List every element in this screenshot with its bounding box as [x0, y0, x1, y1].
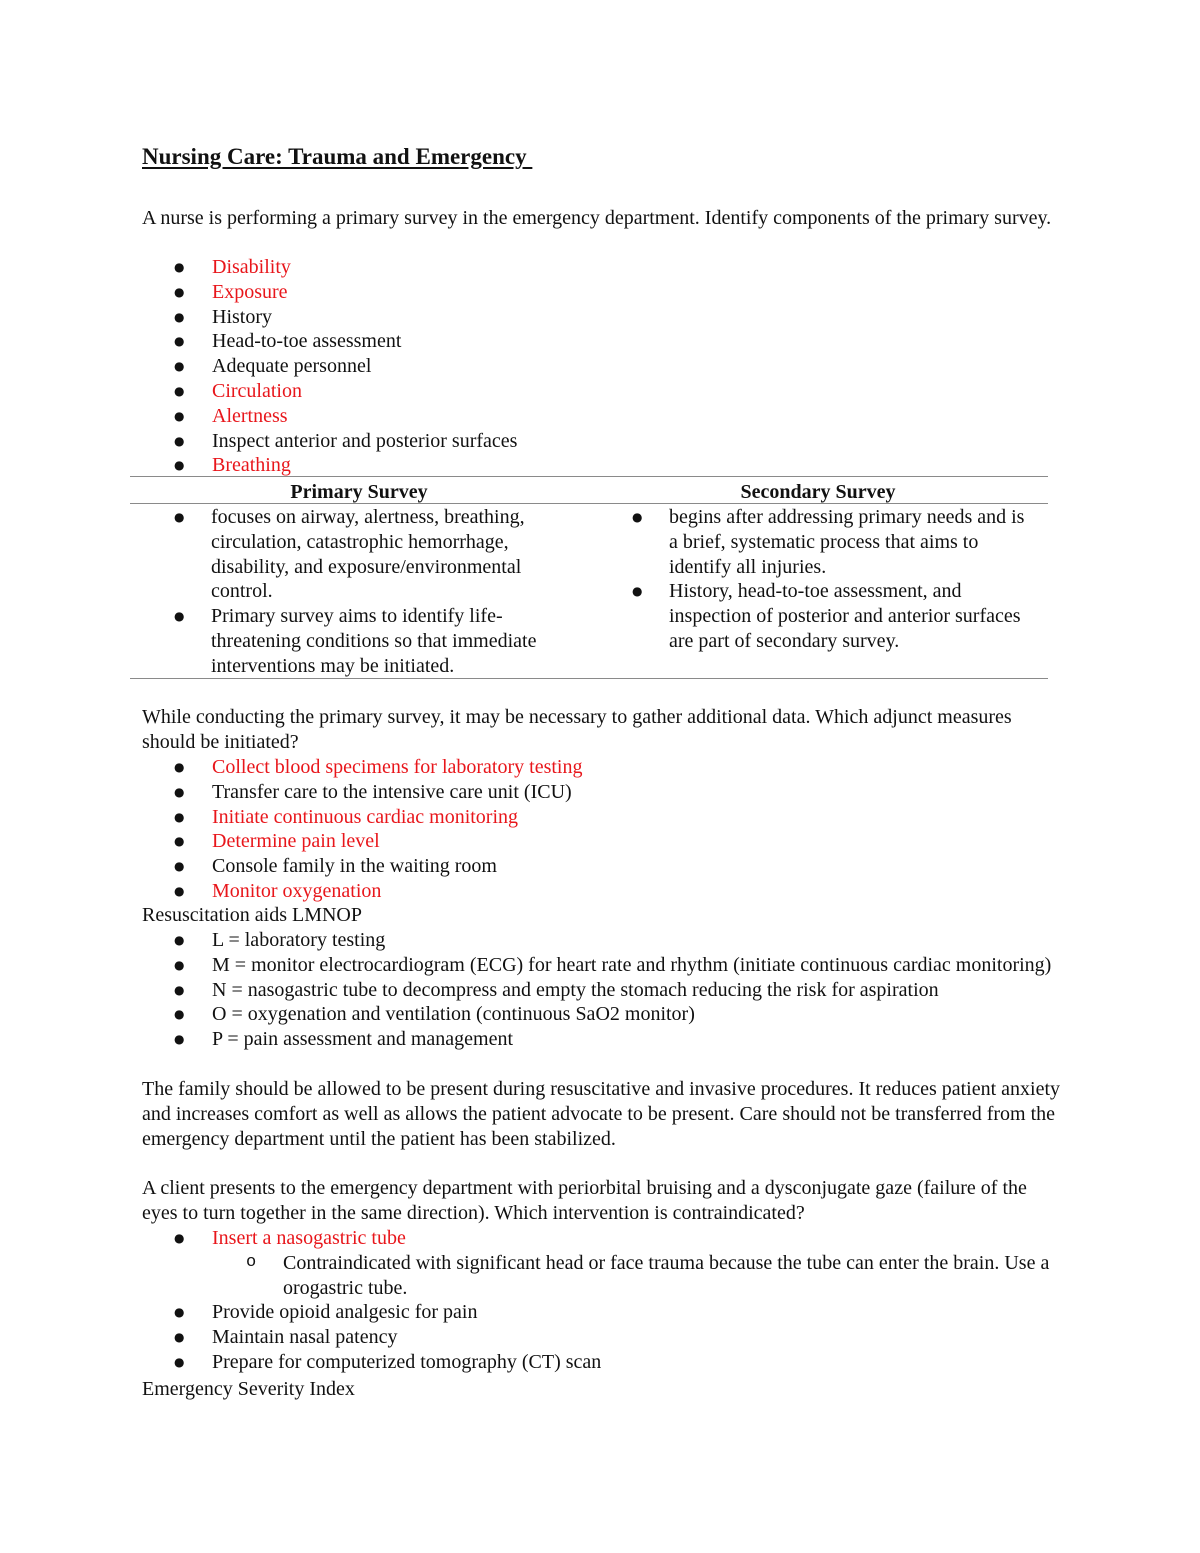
answer-option: ● History [142, 305, 1062, 330]
answer-option: ● Disability [142, 255, 1062, 280]
question-2-prompt: While conducting the primary survey, it may be necessary to gather additional data. Which adjunct measures should be initiated? [142, 706, 1012, 753]
answer-option: ● Console family in the waiting room [142, 854, 1062, 879]
table-header-primary: Primary Survey [290, 481, 428, 503]
question-1-prompt: A nurse is performing a primary survey in the emergency department. Identify components of the primary survey. [142, 207, 1052, 229]
answer-option: ● Adequate personnel [142, 354, 1062, 379]
section-heading-esi: Emergency Severity Index [142, 1378, 355, 1400]
table-bullet: ● Primary survey aims to identify life-threatening conditions so that immediate interventions may be initiated. [130, 604, 570, 678]
table-bullet: ● focuses on airway, alertness, breathing, circulation, catastrophic hemorrhage, disability, and exposure/environmental control. [130, 505, 570, 604]
answer-option: ● Determine pain level [142, 829, 1062, 854]
answer-option: ● Alertness [142, 404, 1062, 429]
primary-survey-cell [130, 505, 570, 679]
question-3-prompt: A client presents to the emergency department with periorbital bruising and a dysconjugate gaze (failure of the eyes to turn together in the same direction). Which intervention is contraindicated? [142, 1177, 1027, 1224]
answer-option-label: Insert a nasogastric tube [212, 1227, 406, 1249]
survey-comparison-table [130, 476, 1048, 680]
table-header-secondary: Secondary Survey [740, 481, 896, 503]
answer-option [142, 1226, 1062, 1300]
lmnop-item: ● N = nasogastric tube to decompress and empty the stomach reducing the risk for aspiration [142, 978, 1062, 1003]
question-2-options [142, 755, 1062, 904]
lmnop-item: ● M = monitor electrocardiogram (ECG) for heart rate and rhythm (initiate continuous cardiac monitoring) [142, 953, 1062, 978]
answer-option: ● Transfer care to the intensive care unit (ICU) [142, 780, 1062, 805]
lmnop-list [142, 928, 1062, 1052]
answer-option: ● Exposure [142, 280, 1062, 305]
answer-option: ● Initiate continuous cardiac monitoring [142, 805, 1062, 830]
answer-option: ● Breathing [142, 453, 1062, 478]
contraindication-note: o Contraindicated with significant head or face trauma because the tube can enter the brain. Use a orogastric tube. [212, 1251, 1062, 1301]
table-header-rule [130, 503, 1048, 504]
lmnop-item: ● L = laboratory testing [142, 928, 1062, 953]
answer-option: ● Provide opioid analgesic for pain [142, 1300, 1062, 1325]
secondary-survey-cell [588, 505, 1038, 654]
answer-option: ● Circulation [142, 379, 1062, 404]
answer-option: ● Inspect anterior and posterior surfaces [142, 429, 1062, 454]
lmnop-item: ● O = oxygenation and ventilation (continuous SaO2 monitor) [142, 1002, 1062, 1027]
lmnop-heading: Resuscitation aids LMNOP [142, 904, 362, 926]
answer-option: ● Maintain nasal patency [142, 1325, 1062, 1350]
table-bottom-rule [130, 678, 1048, 679]
answer-option: ● Collect blood specimens for laboratory testing [142, 755, 1062, 780]
page-title: Nursing Care: Trauma and Emergency [142, 144, 533, 169]
answer-option: ● Monitor oxygenation [142, 879, 1062, 904]
table-bullet: ● History, head-to-toe assessment, and inspection of posterior and anterior surfaces are part of secondary survey. [588, 579, 1038, 653]
sub-list [212, 1251, 1062, 1301]
question-3-options [142, 1226, 1062, 1375]
answer-option: ● Prepare for computerized tomography (CT) scan [142, 1350, 1062, 1375]
lmnop-item: ● P = pain assessment and management [142, 1027, 1062, 1052]
answer-option: ● Head-to-toe assessment [142, 329, 1062, 354]
table-top-rule [130, 476, 1048, 477]
question-1-options [142, 255, 1062, 478]
table-bullet: ● begins after addressing primary needs and is a brief, systematic process that aims to identify all injuries. [588, 505, 1038, 579]
family-presence-note: The family should be allowed to be present during resuscitative and invasive procedures. It reduces patient anxiety and increases comfort as well as allows the patient advocate to be present. Care should not be transferred from the emergency department until the patient has been stabilized. [142, 1078, 1061, 1150]
